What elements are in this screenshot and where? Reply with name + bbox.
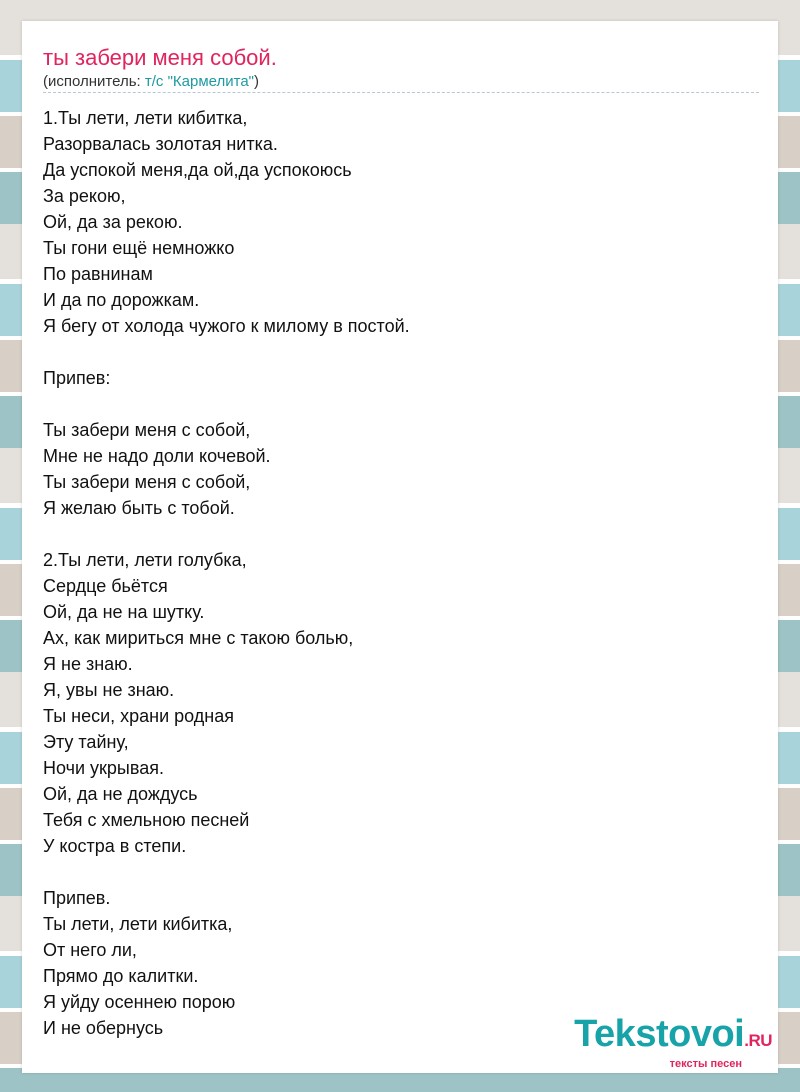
lyrics-text	[43, 105, 759, 1041]
lyric-line	[43, 391, 759, 417]
lyric-line: Прямо до калитки.	[43, 966, 199, 986]
divider	[43, 92, 759, 93]
lyric-line: Я желаю быть с тобой.	[43, 498, 235, 518]
lyric-line: Мне не надо доли кочевой.	[43, 446, 271, 466]
lyric-line: Я не знаю.	[43, 654, 133, 674]
artist-suffix: )	[253, 73, 259, 90]
site-logo[interactable]	[574, 1015, 772, 1070]
lyric-line: За рекою,	[43, 186, 126, 206]
lyric-line	[43, 521, 759, 547]
lyric-line	[43, 859, 759, 885]
artist-link[interactable]: т/с "Кармелита"	[144, 73, 254, 90]
lyric-line: Да успокой меня,да ой,да успокоюсь	[43, 160, 352, 180]
lyric-line: От него ли,	[43, 940, 137, 960]
lyric-line: Тебя с хмельною песней	[43, 810, 250, 830]
lyric-line	[43, 339, 759, 365]
artist-line	[43, 73, 259, 90]
logo-wordmark	[574, 1015, 772, 1060]
logo-domain: .RU	[744, 1031, 772, 1050]
lyric-line: Припев:	[43, 368, 111, 388]
lyric-line: У костра в степи.	[43, 836, 187, 856]
lyric-line: И не обернусь	[43, 1018, 164, 1038]
logo-main-text: Tekstovoi	[574, 1013, 745, 1055]
lyric-line: Я уйду осеннею порою	[43, 992, 236, 1012]
lyric-line: 1.Ты лети, лети кибитка,	[43, 108, 248, 128]
lyrics-sheet	[22, 21, 778, 1073]
lyric-line: Ой, да не на шутку.	[43, 602, 205, 622]
lyric-line: Ночи укрывая.	[43, 758, 164, 778]
lyric-line: Сердце бьётся	[43, 576, 168, 596]
lyric-line: Ой, да за рекою.	[43, 212, 183, 232]
logo-subtitle: тексты песен	[669, 1058, 742, 1070]
artist-prefix: (исполнитель:	[43, 73, 145, 90]
lyric-line: Ой, да не дождусь	[43, 784, 198, 804]
lyric-line: Ах, как мириться мне с такою болью,	[43, 628, 354, 648]
lyric-line: 2.Ты лети, лети голубка,	[43, 550, 247, 570]
song-title: ты забери меня собой.	[43, 45, 277, 70]
lyric-line: Ты забери меня с собой,	[43, 420, 251, 440]
lyric-line: Я бегу от холода чужого к милому в постой.	[43, 316, 410, 336]
lyric-line: Ты гони ещё немножко	[43, 238, 235, 258]
lyric-line: Эту тайну,	[43, 732, 129, 752]
lyric-line: Ты неси, храни родная	[43, 706, 234, 726]
lyric-line: Ты лети, лети кибитка,	[43, 914, 233, 934]
lyric-line: Ты забери меня с собой,	[43, 472, 251, 492]
lyric-line: И да по дорожкам.	[43, 290, 200, 310]
lyric-line: Разорвалась золотая нитка.	[43, 134, 278, 154]
lyric-line: Я, увы не знаю.	[43, 680, 175, 700]
lyric-line: По равнинам	[43, 264, 153, 284]
lyric-line: Припев.	[43, 888, 111, 908]
